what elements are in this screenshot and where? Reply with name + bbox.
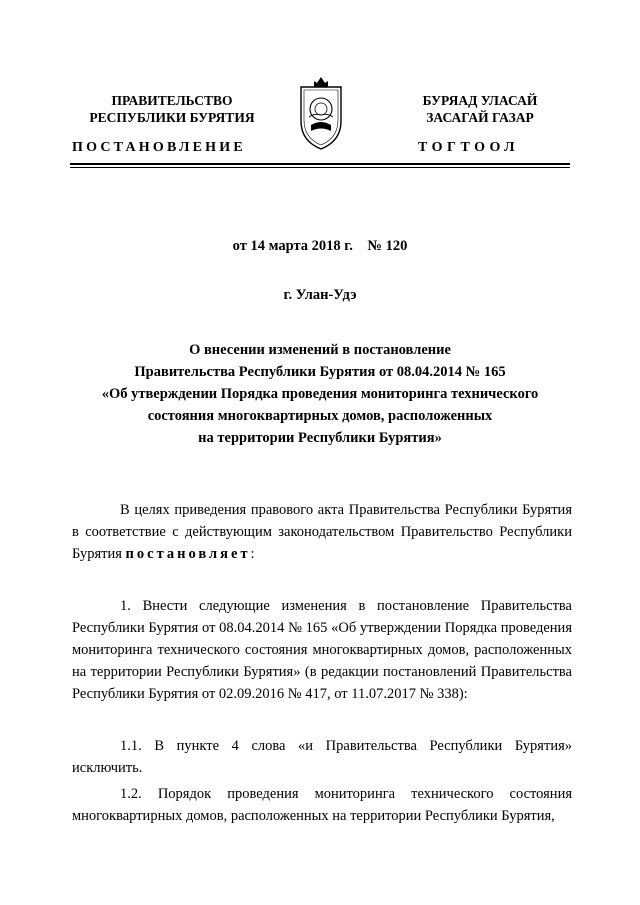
item-1-1-paragraph: 1.1. В пункте 4 слова «и Правительства Республики Бурятия» исключить. <box>72 738 572 776</box>
header-left-line1: ПРАВИТЕЛЬСТВО <box>111 93 233 108</box>
document-title <box>70 339 570 449</box>
header-right-line1: БУРЯАД УЛАСАЙ <box>422 93 538 108</box>
header-left-org <box>72 92 272 126</box>
title-line: «Об утверждении Порядка проведения мониторинга технического <box>101 386 539 402</box>
resolves-word: постановляет <box>125 546 251 562</box>
title-line: О внесении изменений в постановление <box>189 342 451 358</box>
document-type-ru: ПОСТАНОВЛЕНИЕ <box>72 140 246 155</box>
title-line: на территории Республики Бурятия» <box>198 430 442 446</box>
header-divider-thin <box>70 167 570 168</box>
header-right-line2: ЗАСАГАЙ ГАЗАР <box>426 110 534 125</box>
preamble-paragraph <box>72 499 572 565</box>
item-1-2-paragraph: 1.2. Порядок проведения мониторинга технического состояния многоквартирных домов, расположенных на территории Республики Бурятия, <box>72 786 572 824</box>
preamble-end: : <box>250 546 255 562</box>
header-divider-thick <box>70 163 570 165</box>
item-1-paragraph: 1. Внести следующие изменения в постановление Правительства Республики Бурятия от 08.04.2014 № 165 «Об утверждении Порядка проведения мониторинга технического состояния многоквартирных домов, расположенных на территории Республики Бурятия» (в редакции постановлений Правительства Республики Бурятия от 02.09.2016 № 417, от 11.07.2017 № 338): <box>72 598 572 702</box>
coat-of-arms-emblem <box>297 73 345 151</box>
header-right-org <box>380 92 580 126</box>
header-left-line2: РЕСПУБЛИКИ БУРЯТИЯ <box>89 110 255 125</box>
city: г. Улан-Удэ <box>283 287 357 303</box>
document-type-bua: ТОГТООЛ <box>418 140 520 155</box>
date-and-number: от 14 марта 2018 г. № 120 <box>232 238 408 254</box>
title-line: состояния многоквартирных домов, расположенных <box>147 408 493 424</box>
title-line: Правительства Республики Бурятия от 08.04.2014 № 165 <box>134 364 506 380</box>
preamble-text: В целях приведения правового акта Правительства Республики Бурятия в соответствие с действующим законодательством Правительство Республики Бурятия <box>72 502 572 562</box>
